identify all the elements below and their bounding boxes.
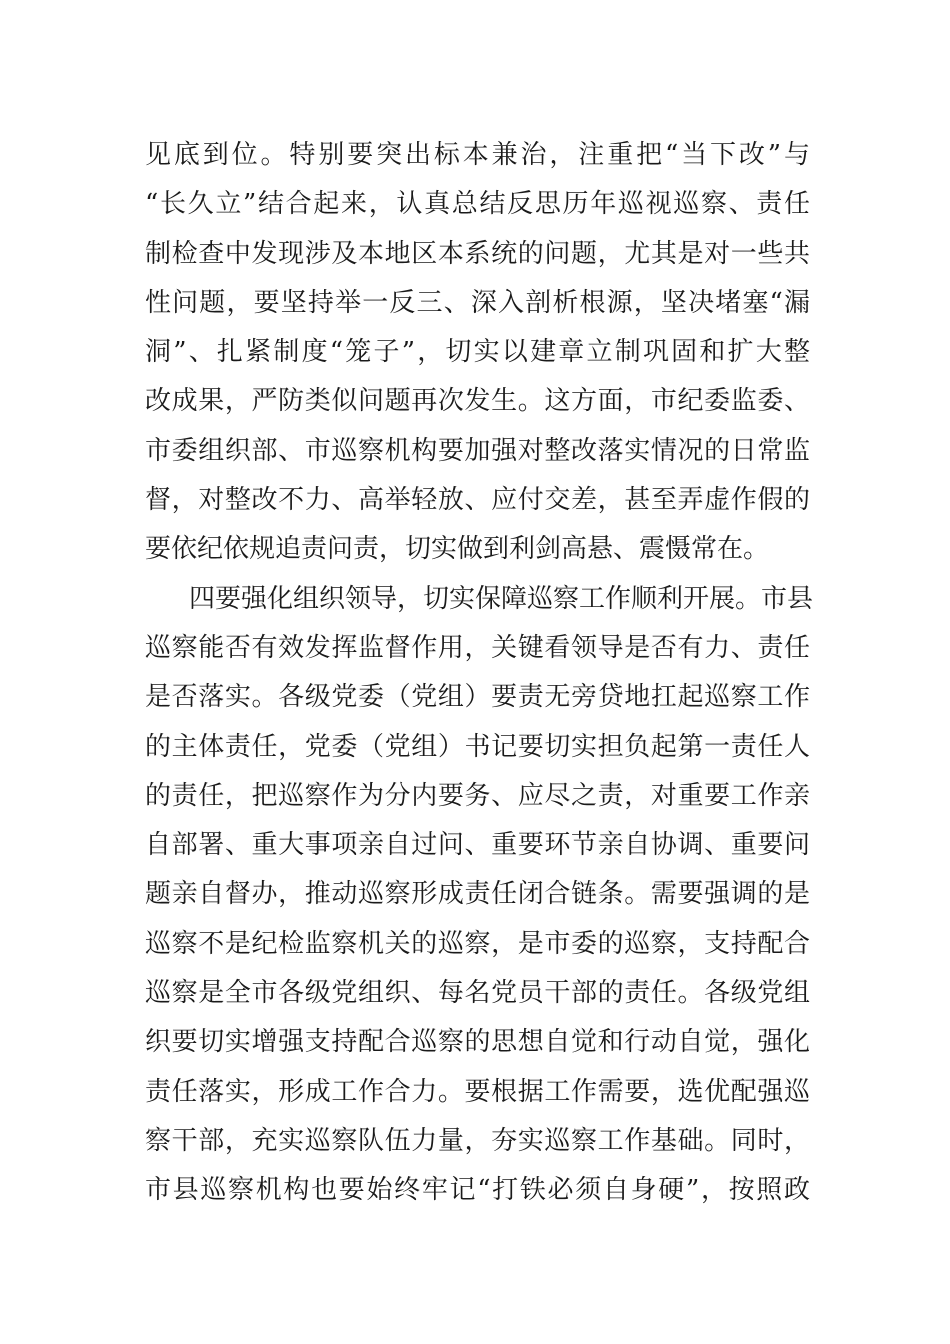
text-line: 织要切实增强支持配合巡察的思想自觉和行动自觉，强化 (145, 1027, 810, 1058)
text-line: “长久立”结合起来，认真总结反思历年巡视巡察、责任 (145, 189, 810, 220)
text-line: 市县巡察机构也要始终牢记“打铁必须自身硬”，按照政 (145, 1175, 810, 1206)
text-line: 性问题，要坚持举一反三、深入剖析根源，坚决堵塞“漏 (145, 287, 810, 318)
text-line: 巡察能否有效发挥监督作用，关键看领导是否有力、责任 (145, 632, 810, 663)
text-line: 察干部，充实巡察队伍力量，夯实巡察工作基础。同时， (145, 1125, 810, 1156)
text-line: 改成果，严防类似问题再次发生。这方面，市纪委监委、 (145, 386, 810, 417)
text-line: 的责任，把巡察作为分内要务、应尽之责，对重要工作亲 (145, 780, 810, 811)
text-line: 的主体责任，党委（党组）书记要切实担负起第一责任人 (145, 731, 810, 762)
paragraph-2 (145, 575, 814, 1216)
text-line: 制检查中发现涉及本地区本系统的问题，尤其是对一些共 (145, 238, 810, 269)
text-line: 题亲自督办，推动巡察形成责任闭合链条。需要强调的是 (145, 879, 810, 910)
paragraph-1 (145, 131, 810, 575)
text-line: 督，对整改不力、高举轻放、应付交差，甚至弄虚作假的 (145, 485, 810, 516)
text-line: 责任落实，形成工作合力。要根据工作需要，选优配强巡 (145, 1076, 810, 1107)
text-line: 自部署、重大事项亲自过问、重要环节亲自协调、重要问 (145, 830, 810, 861)
text-line: 是否落实。各级党委（党组）要责无旁贷地扛起巡察工作 (145, 682, 810, 713)
text-line: 见底到位。特别要突出标本兼治，注重把“当下改”与 (145, 140, 810, 170)
body-text (145, 131, 814, 1216)
text-line: 巡察不是纪检监察机关的巡察，是市委的巡察，支持配合 (145, 928, 810, 959)
text-line: 要依纪依规追责问责，切实做到利剑高悬、震慑常在。 (145, 534, 770, 565)
text-line: 巡察是全市各级党组织、每名党员干部的责任。各级党组 (145, 978, 810, 1009)
text-line: 洞”、扎紧制度“笼子”，切实以建章立制巩固和扩大整 (145, 337, 810, 368)
text-line: 市委组织部、市巡察机构要加强对整改落实情况的日常监 (145, 435, 810, 466)
text-line: 四要强化组织领导，切实保障巡察工作顺利开展。市县 (189, 583, 814, 614)
